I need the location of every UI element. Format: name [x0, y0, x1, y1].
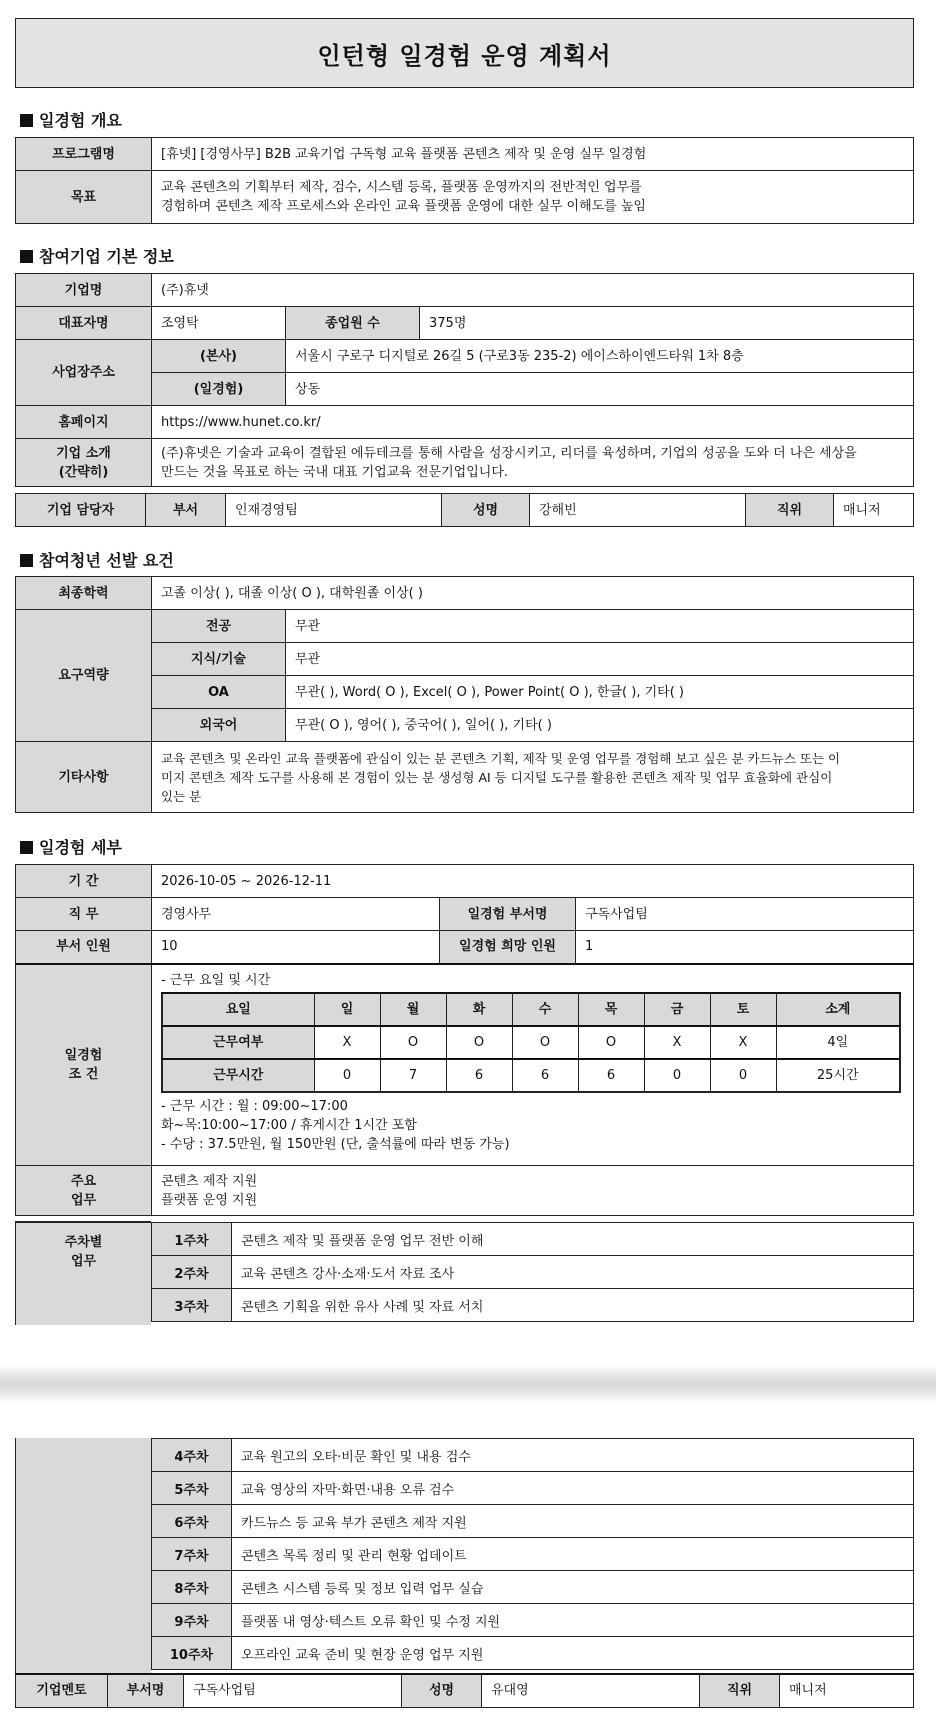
section-heading-company: 참여기업 기본 정보 — [20, 244, 174, 267]
overview-table — [15, 137, 914, 224]
document-title: 인턴형 일경험 운영 계획서 — [15, 18, 914, 88]
schedule-cell: 25시간 — [776, 1059, 900, 1092]
schedule-cell: 6 — [578, 1059, 644, 1092]
contact-position-value: 매니저 — [834, 494, 914, 527]
week-number: 3주차 — [152, 1289, 232, 1322]
week-task: 교육 원고의 오타·비문 확인 및 내용 검수 — [232, 1439, 914, 1472]
contact-dept-label: 부서 — [146, 494, 226, 527]
main-duty-value: 콘텐츠 제작 지원 플랫폼 운영 지원 — [152, 1166, 914, 1216]
schedule-cell: X — [710, 1026, 776, 1059]
goal-label: 목표 — [16, 171, 152, 224]
week-row — [152, 1472, 914, 1505]
details-table — [15, 864, 914, 1216]
oa-label: OA — [152, 676, 286, 709]
schedule-workday-row — [162, 1026, 900, 1059]
section-heading-overview: 일경험 개요 — [20, 108, 122, 131]
week-row — [152, 1538, 914, 1571]
work-hours-note: - 근무 시간 : 월 : 09:00~17:00 — [161, 1098, 348, 1114]
mentor-position-label: 직위 — [700, 1674, 780, 1707]
weekly-label-cell-continued — [15, 1438, 151, 1675]
work-dept-label: 일경험 부서명 — [440, 898, 576, 931]
skill-value: 무관 — [286, 643, 914, 676]
hope-label: 일경험 희망 인원 — [440, 931, 576, 964]
week-task: 교육 콘텐츠 강사·소재·도서 자료 조사 — [232, 1256, 914, 1289]
mentor-label: 기업멘토 — [16, 1674, 108, 1707]
work-site-label: (일경험) — [152, 373, 286, 406]
education-label: 최종학력 — [16, 577, 152, 610]
address-label: 사업장주소 — [16, 340, 152, 406]
week-task: 플랫폼 내 영상·텍스트 오류 확인 및 수정 지원 — [232, 1604, 914, 1637]
schedule-title: - 근무 요일 및 시간 — [161, 972, 271, 988]
week-number: 6주차 — [152, 1505, 232, 1538]
schedule-table — [161, 992, 901, 1093]
weekly-label-cell — [15, 1221, 151, 1325]
week-row — [152, 1604, 914, 1637]
schedule-cell: X — [644, 1026, 710, 1059]
schedule-row-label: 근무여부 — [162, 1026, 314, 1059]
schedule-header-cell: 소계 — [776, 993, 900, 1026]
conditions-cell — [152, 964, 914, 1166]
employees-value: 375명 — [420, 307, 914, 340]
schedule-header-cell: 요일 — [162, 993, 314, 1026]
schedule-hours-row — [162, 1059, 900, 1092]
employees-label: 종업원 수 — [286, 307, 420, 340]
schedule-cell: 0 — [644, 1059, 710, 1092]
skill-label: 지식/기술 — [152, 643, 286, 676]
week-row — [152, 1439, 914, 1472]
week-number: 2주차 — [152, 1256, 232, 1289]
major-label: 전공 — [152, 610, 286, 643]
week-task: 콘텐츠 제작 및 플랫폼 운영 업무 전반 이해 — [232, 1223, 914, 1256]
schedule-cell: O — [446, 1026, 512, 1059]
requirements-table — [15, 576, 914, 813]
homepage-label: 홈페이지 — [16, 406, 152, 439]
schedule-header-cell: 금 — [644, 993, 710, 1026]
job-label: 직 무 — [16, 898, 152, 931]
mentor-table — [15, 1673, 914, 1708]
week-row — [152, 1289, 914, 1322]
contact-position-label: 직위 — [746, 494, 834, 527]
schedule-cell: 0 — [710, 1059, 776, 1092]
period-label: 기 간 — [16, 865, 152, 898]
week-row — [152, 1505, 914, 1538]
week-task: 카드뉴스 등 교육 부가 콘텐츠 제작 지원 — [232, 1505, 914, 1538]
contact-name-label: 성명 — [442, 494, 530, 527]
week-task: 오프라인 교육 준비 및 현장 운영 업무 지원 — [232, 1637, 914, 1670]
period-value: 2026-10-05 ~ 2026-12-11 — [152, 865, 914, 898]
work-site-value: 상동 — [286, 373, 914, 406]
schedule-cell: O — [512, 1026, 578, 1059]
week-row — [152, 1637, 914, 1670]
ceo-label: 대표자명 — [16, 307, 152, 340]
mentor-dept-label: 부서명 — [108, 1674, 184, 1707]
week-number: 7주차 — [152, 1538, 232, 1571]
allowance-note: - 수당 : 37.5만원, 월 150만원 (단, 출석률에 따라 변동 가능) — [161, 1136, 510, 1152]
intro-label: 기업 소개 (간략히) — [16, 439, 152, 487]
staff-value: 10 — [152, 931, 440, 964]
contact-dept-value: 인재경영팀 — [226, 494, 442, 527]
staff-label: 부서 인원 — [16, 931, 152, 964]
weekly-table-1 — [151, 1222, 914, 1322]
education-value: 고졸 이상( ), 대졸 이상( O ), 대학원졸 이상( ) — [152, 577, 914, 610]
week-number: 9주차 — [152, 1604, 232, 1637]
schedule-header-cell: 토 — [710, 993, 776, 1026]
week-number: 1주차 — [152, 1223, 232, 1256]
work-hours-note-2: 화~목:10:00~17:00 / 휴게시간 1시간 포함 — [161, 1117, 417, 1133]
week-row — [152, 1223, 914, 1256]
week-task: 콘텐츠 기획을 위한 유사 사례 및 자료 서치 — [232, 1289, 914, 1322]
job-value: 경영사무 — [152, 898, 440, 931]
section-heading-details: 일경험 세부 — [20, 835, 122, 858]
company-name-value: (주)휴넷 — [152, 274, 914, 307]
schedule-header-cell: 수 — [512, 993, 578, 1026]
oa-value: 무관( ), Word( O ), Excel( O ), Power Point( O ), 한글( ), 기타( ) — [286, 676, 914, 709]
schedule-cell: 6 — [512, 1059, 578, 1092]
schedule-cell: X — [314, 1026, 380, 1059]
main-duty-label: 주요 업무 — [16, 1166, 152, 1216]
schedule-cell: 6 — [446, 1059, 512, 1092]
mentor-name-value: 유대영 — [482, 1674, 700, 1707]
program-value: [휴넷] [경영사무] B2B 교육기업 구독형 교육 플랫폼 콘텐츠 제작 및 운영 실무 일경험 — [152, 138, 914, 171]
etc-value: 교육 콘텐츠 및 온라인 교육 플랫폼에 관심이 있는 분 콘텐츠 기획, 제작 및 운영 업무를 경험해 보고 싶은 분 카드뉴스 또는 이 미지 콘텐츠 제작 도구를 사용해 본 경험이 있는 분 생성형 AI 등 디지털 도구를 활용한 콘텐츠 제작 및 업무 효율화에 관심이 있는 분 — [152, 742, 914, 813]
ceo-value: 조영탁 — [152, 307, 286, 340]
week-task: 콘텐츠 목록 정리 및 관리 현황 업데이트 — [232, 1538, 914, 1571]
schedule-header-row — [162, 993, 900, 1026]
contact-label: 기업 담당자 — [16, 494, 146, 527]
hq-address: 서울시 구로구 디지털로 26길 5 (구로3동 235-2) 에이스하이엔드타워 1차 8층 — [286, 340, 914, 373]
week-task: 교육 영상의 자막·화면·내용 오류 검수 — [232, 1472, 914, 1505]
homepage-link[interactable]: https://www.hunet.co.kr/ — [152, 406, 914, 439]
week-number: 8주차 — [152, 1571, 232, 1604]
program-label: 프로그램명 — [16, 138, 152, 171]
schedule-header-cell: 일 — [314, 993, 380, 1026]
conditions-label: 일경험 조 건 — [16, 964, 152, 1166]
week-number: 5주차 — [152, 1472, 232, 1505]
etc-label: 기타사항 — [16, 742, 152, 813]
schedule-row-label: 근무시간 — [162, 1059, 314, 1092]
contact-table — [15, 493, 914, 527]
schedule-cell: 4일 — [776, 1026, 900, 1059]
work-dept-value: 구독사업팀 — [576, 898, 914, 931]
company-name-label: 기업명 — [16, 274, 152, 307]
schedule-cell: 7 — [380, 1059, 446, 1092]
week-task: 콘텐츠 시스템 등록 및 정보 입력 업무 실습 — [232, 1571, 914, 1604]
week-number: 4주차 — [152, 1439, 232, 1472]
mentor-name-label: 성명 — [402, 1674, 482, 1707]
schedule-header-cell: 월 — [380, 993, 446, 1026]
mentor-dept-value: 구독사업팀 — [184, 1674, 402, 1707]
schedule-header-cell: 목 — [578, 993, 644, 1026]
intro-value: (주)휴넷은 기술과 교육이 결합된 에듀테크를 통해 사람을 성장시키고, 리더를 육성하며, 기업의 성공을 도와 더 나은 세상을 만드는 것을 목표로 하는 국내 대표 기업교육 전문기업입니다. — [152, 439, 914, 487]
section-heading-requirements: 참여청년 선발 요건 — [20, 548, 174, 571]
hope-value: 1 — [576, 931, 914, 964]
language-value: 무관( O ), 영어( ), 중국어( ), 일어( ), 기타( ) — [286, 709, 914, 742]
schedule-cell: O — [380, 1026, 446, 1059]
goal-value: 교육 콘텐츠의 기획부터 제작, 검수, 시스템 등록, 플랫폼 운영까지의 전반적인 업무를 경험하며 콘텐츠 제작 프로세스와 온라인 교육 플랫폼 운영에 대한 실무 이해도를 높임 — [152, 171, 914, 224]
week-row — [152, 1256, 914, 1289]
competency-label: 요구역량 — [16, 610, 152, 742]
hq-label: (본사) — [152, 340, 286, 373]
weekly-label: 주차별 업무 — [64, 1235, 103, 1269]
page-2 — [0, 1392, 936, 1719]
schedule-header-cell: 화 — [446, 993, 512, 1026]
mentor-position-value: 매니저 — [780, 1674, 914, 1707]
company-table — [15, 273, 914, 487]
language-label: 외국어 — [152, 709, 286, 742]
weekly-table-2 — [151, 1438, 914, 1670]
contact-name-value: 강해빈 — [530, 494, 746, 527]
week-number: 10주차 — [152, 1637, 232, 1670]
major-value: 무관 — [286, 610, 914, 643]
week-row — [152, 1571, 914, 1604]
schedule-cell: 0 — [314, 1059, 380, 1092]
schedule-cell: O — [578, 1026, 644, 1059]
